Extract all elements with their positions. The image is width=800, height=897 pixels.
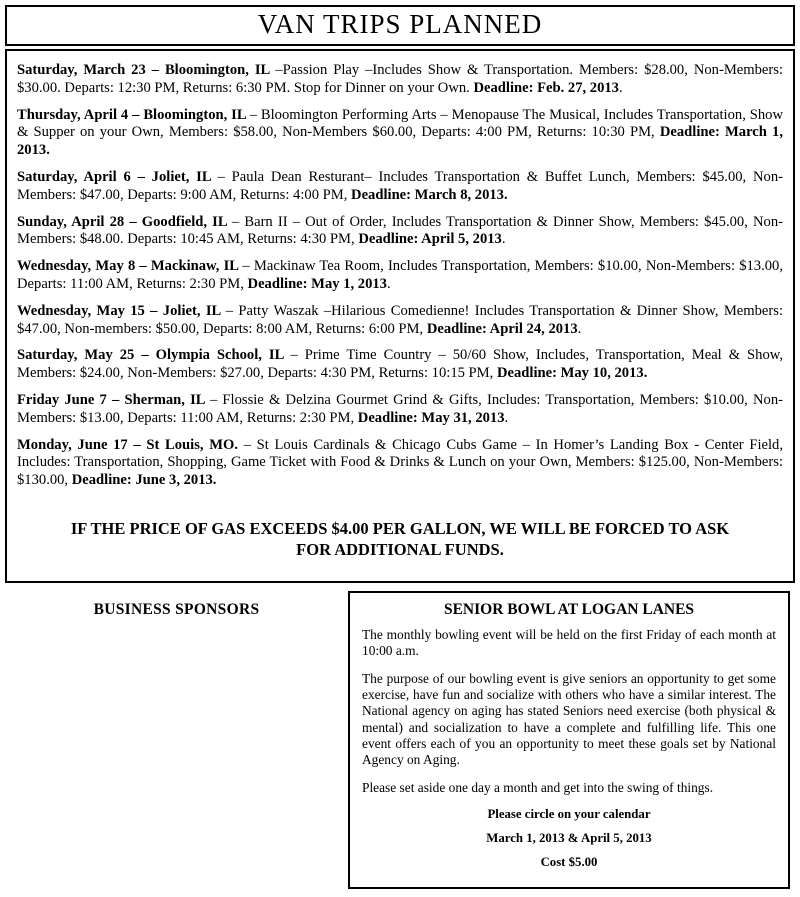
trip-item — [17, 214, 783, 250]
trip-item — [17, 62, 783, 98]
trip-details: – Patty Waszak –Hilarious Comedienne! Includes Transportation & Dinner Show, Members: $47.00, Non-members: $50.00, Departs: 8:00 AM, Returns: 6:00 PM, — [17, 302, 783, 337]
senior-bowl-box — [348, 591, 790, 889]
senior-bowl-paragraph: Please set aside one day a month and get into the swing of things. — [362, 779, 714, 795]
trip-date-location: Friday June 7 – Sherman, IL — [17, 391, 210, 408]
trip-deadline: Deadline: April 5, 2013 — [358, 231, 502, 248]
trip-date-location: Thursday, April 4 – Bloomington, IL — [17, 106, 250, 123]
senior-bowl-dates: March 1, 2013 & April 5, 2013 — [486, 830, 652, 845]
trip-date-location: Saturday, April 6 – Joliet, IL — [17, 168, 218, 185]
trip-details: – Barn II – Out of Order, Includes Transportation & Dinner Show, Members: $45.00, Non-Members: $48.00. Departs: 10:45 AM, Returns: 4:30 PM, — [17, 213, 783, 248]
trip-item — [17, 347, 783, 383]
trip-deadline: Deadline: Feb. 27, 2013 — [473, 79, 619, 96]
trip-details: – Prime Time Country – 50/60 Show, Includes, Transportation, Meal & Show, Members: $24.00, Non-Members: $27.00, Departs: 4:30 PM, Returns: 10:15 PM, — [17, 347, 783, 382]
trip-item — [17, 107, 783, 160]
page-title: VAN TRIPS PLANNED — [257, 9, 543, 39]
trip-item — [17, 258, 783, 294]
trip-details: – St Louis Cardinals & Chicago Cubs Game – In Homer’s Landing Box - Center Field, Includes: Transportation, Shopping, Game Ticket with Food & Drinks & Lunch on your Own, Members: $125.00, Non-Members: $130.00, — [17, 436, 783, 489]
gas-price-warning: IF THE PRICE OF GAS EXCEEDS $4.00 PER GALLON, WE WILL BE FORCED TO ASK FOR ADDITIONAL FUNDS. — [70, 518, 730, 560]
trip-deadline: Deadline: June 3, 2013. — [71, 472, 217, 489]
van-trips-title-box — [5, 5, 795, 46]
trip-date-location: Sunday, April 28 – Goodfield, IL — [17, 213, 232, 230]
senior-bowl-cost: Cost $5.00 — [540, 854, 598, 869]
trip-tail: . — [501, 231, 506, 248]
van-trips-box — [5, 49, 795, 583]
trip-date-location: Wednesday, May 15 – Joliet, IL — [17, 302, 226, 319]
trip-tail: . — [577, 320, 582, 337]
trip-deadline: Deadline: March 1, 2013. — [17, 124, 783, 159]
trip-deadline: Deadline: May 31, 2013 — [357, 409, 505, 426]
trip-details: – Paula Dean Resturant– Includes Transportation & Buffet Lunch, Members: $45.00, Non-Members: $47.00, Departs: 9:00 AM, Returns: 4:00 PM, — [17, 168, 783, 203]
senior-bowl-title: SENIOR BOWL AT LOGAN LANES — [443, 600, 695, 618]
trip-item — [17, 437, 783, 490]
business-sponsors-heading: BUSINESS SPONSORS — [93, 600, 260, 618]
trip-details: – Flossie & Delzina Gourmet Grind & Gifts, Includes: Transportation, Members: $10.00, Non-Members: $13.00, Departs: 11:00 AM, Returns: 2:30 PM, — [17, 391, 783, 426]
business-sponsors-column — [5, 591, 348, 619]
trip-item — [17, 169, 783, 205]
trip-deadline: Deadline: May 1, 2013 — [247, 275, 387, 292]
trip-details: – Bloomington Performing Arts – Menopause The Musical, Includes Transportation, Show & Supper on your Own, Members: $58.00, Non-Members $60.00, Departs: 4:00 PM, Returns: 10:30 PM, — [17, 106, 784, 141]
trip-tail: . — [386, 275, 391, 292]
trip-deadline: Deadline: May 10, 2013. — [496, 365, 648, 382]
trip-tail: . — [618, 79, 623, 96]
trip-details: – Mackinaw Tea Room, Includes Transportation, Members: $10.00, Non-Members: $13.00, Departs: 11:00 AM, Returns: 2:30 PM, — [17, 258, 783, 292]
trip-item — [17, 392, 783, 428]
trip-deadline: Deadline: March 8, 2013. — [351, 186, 508, 203]
trip-date-location: Wednesday, May 8 – Mackinaw, IL — [17, 258, 243, 275]
trip-date-location: Saturday, March 23 – Bloomington, IL — [17, 62, 276, 78]
senior-bowl-paragraph: The monthly bowling event will be held on the first Friday of each month at 10:00 a.m. — [362, 626, 776, 659]
trip-item — [17, 303, 783, 339]
trip-tail: . — [504, 409, 509, 426]
trip-date-location: Monday, June 17 – St Louis, MO. — [17, 436, 244, 453]
trip-date-location: Saturday, May 25 – Olympia School, IL — [17, 347, 291, 364]
trip-details: –Passion Play –Includes Show & Transportation. Members: $28.00, Non-Members: $30.00. Departs: 12:30 PM, Returns: 6:30 PM. Stop for Dinner on your Own. — [17, 62, 783, 96]
trip-deadline: Deadline: April 24, 2013 — [426, 320, 578, 337]
bottom-section — [5, 591, 795, 889]
senior-bowl-calendar-note: Please circle on your calendar — [487, 806, 651, 821]
senior-bowl-paragraph: The purpose of our bowling event is give seniors an opportunity to get some exercise, have fun and socialize with others who have a similar interest. The National agency on aging has stated Seniors need exercise (both physical & mental) and socialization to have a complete and fulfilling life. This one event offers each of you an opportunity to meet these goals set by National Agency on Aging. — [362, 670, 776, 768]
